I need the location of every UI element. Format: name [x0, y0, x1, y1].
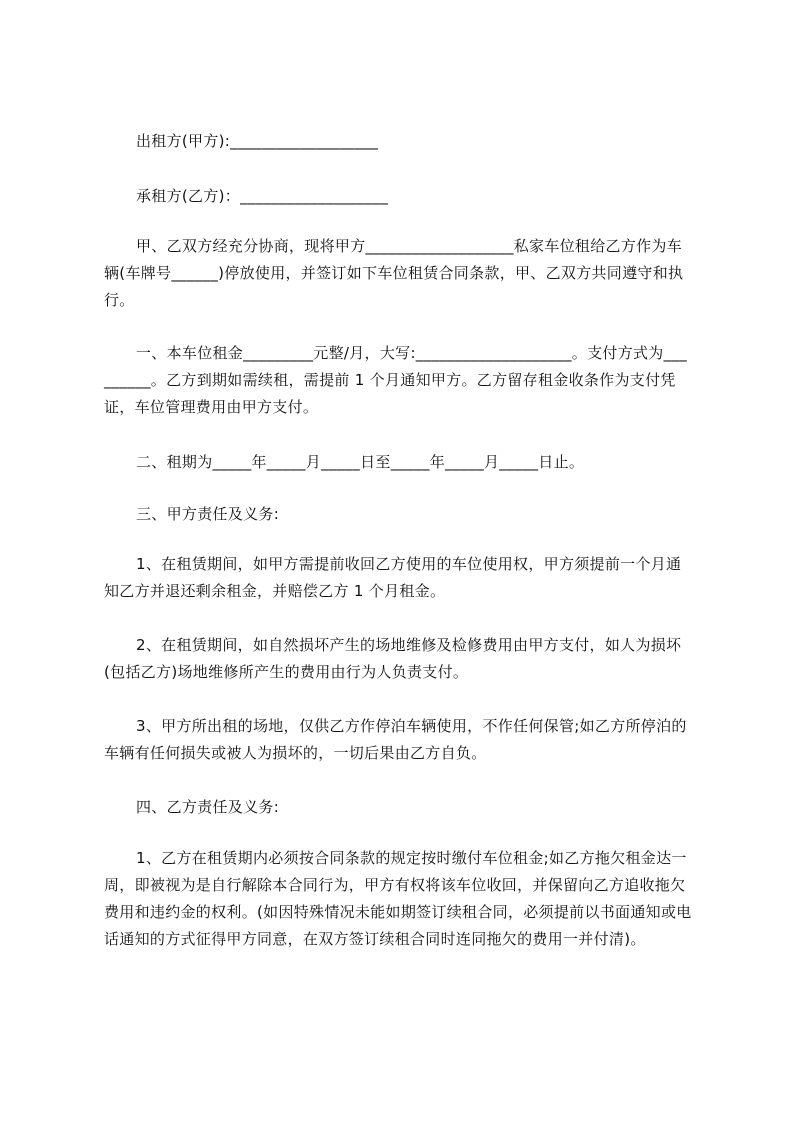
section-4-heading: [104, 794, 694, 821]
clause-3-3: [104, 713, 694, 767]
section-3-heading: [104, 501, 694, 528]
lessor-party-line: [104, 128, 694, 155]
section-3-heading-text: 三、甲方责任及义务:: [136, 505, 280, 523]
clause-4-1: [104, 845, 694, 953]
lessor-party-text: 出租方(甲方):___________________: [136, 132, 379, 150]
intro-text: 甲、乙双方经充分协商，现将甲方___________________私家车位租给乙方作为车辆(车牌号______)停放使用，并签订如下车位租赁合同条款，甲、乙双方共同遵守和执行。: [104, 237, 684, 309]
clause-3-1: [104, 551, 694, 605]
clause-2-term: [104, 449, 694, 476]
clause-3-2-text: 2、在租赁期间，如自然损坏产生的场地维修及检修费用由甲方支付，如人为损坏(包括乙方)场地维修所产生的费用由行为人负责支付。: [104, 636, 682, 681]
section-4-heading-text: 四、乙方责任及义务:: [136, 798, 280, 816]
clause-3-3-text: 3、甲方所出租的场地，仅供乙方作停泊车辆使用，不作任何保管;如乙方所停泊的车辆有任何损失或被人为损坏的，一切后果由乙方自负。: [104, 717, 687, 762]
lessee-party-line: [104, 183, 694, 210]
lessee-party-text: 承租方(乙方)：___________________: [136, 187, 389, 205]
clause-3-2: [104, 632, 694, 686]
intro-paragraph: [104, 233, 694, 314]
clause-1-rent: [104, 340, 694, 421]
clause-3-1-text: 1、在租赁期间，如甲方需提前收回乙方使用的车位使用权，甲方须提前一个月通知乙方并退还剩余租金，并赔偿乙方 1 个月租金。: [104, 555, 682, 600]
clause-1-text: 一、本车位租金_________元整/月，大写:____________________。支付方式为_________。乙方到期如需续租，需提前 1 个月通知甲方。乙方留存租金收条作为支付凭证，车位管理费用由甲方支付。: [104, 344, 688, 416]
clause-2-text: 二、租期为_____年_____月_____日至_____年_____月_____日止。: [136, 453, 585, 471]
clause-4-1-text: 1、乙方在租赁期内必须按合同条款的规定按时缴付车位租金;如乙方拖欠租金达一周，即被视为是自行解除本合同行为，甲方有权将该车位收回，并保留向乙方追收拖欠费用和违约金的权利。(如因特殊情况未能如期签订续租合同，必须提前以书面通知或电话通知的方式征得甲方同意，在双方签订续租合同时连同拖欠的费用一并付清)。: [104, 849, 692, 948]
